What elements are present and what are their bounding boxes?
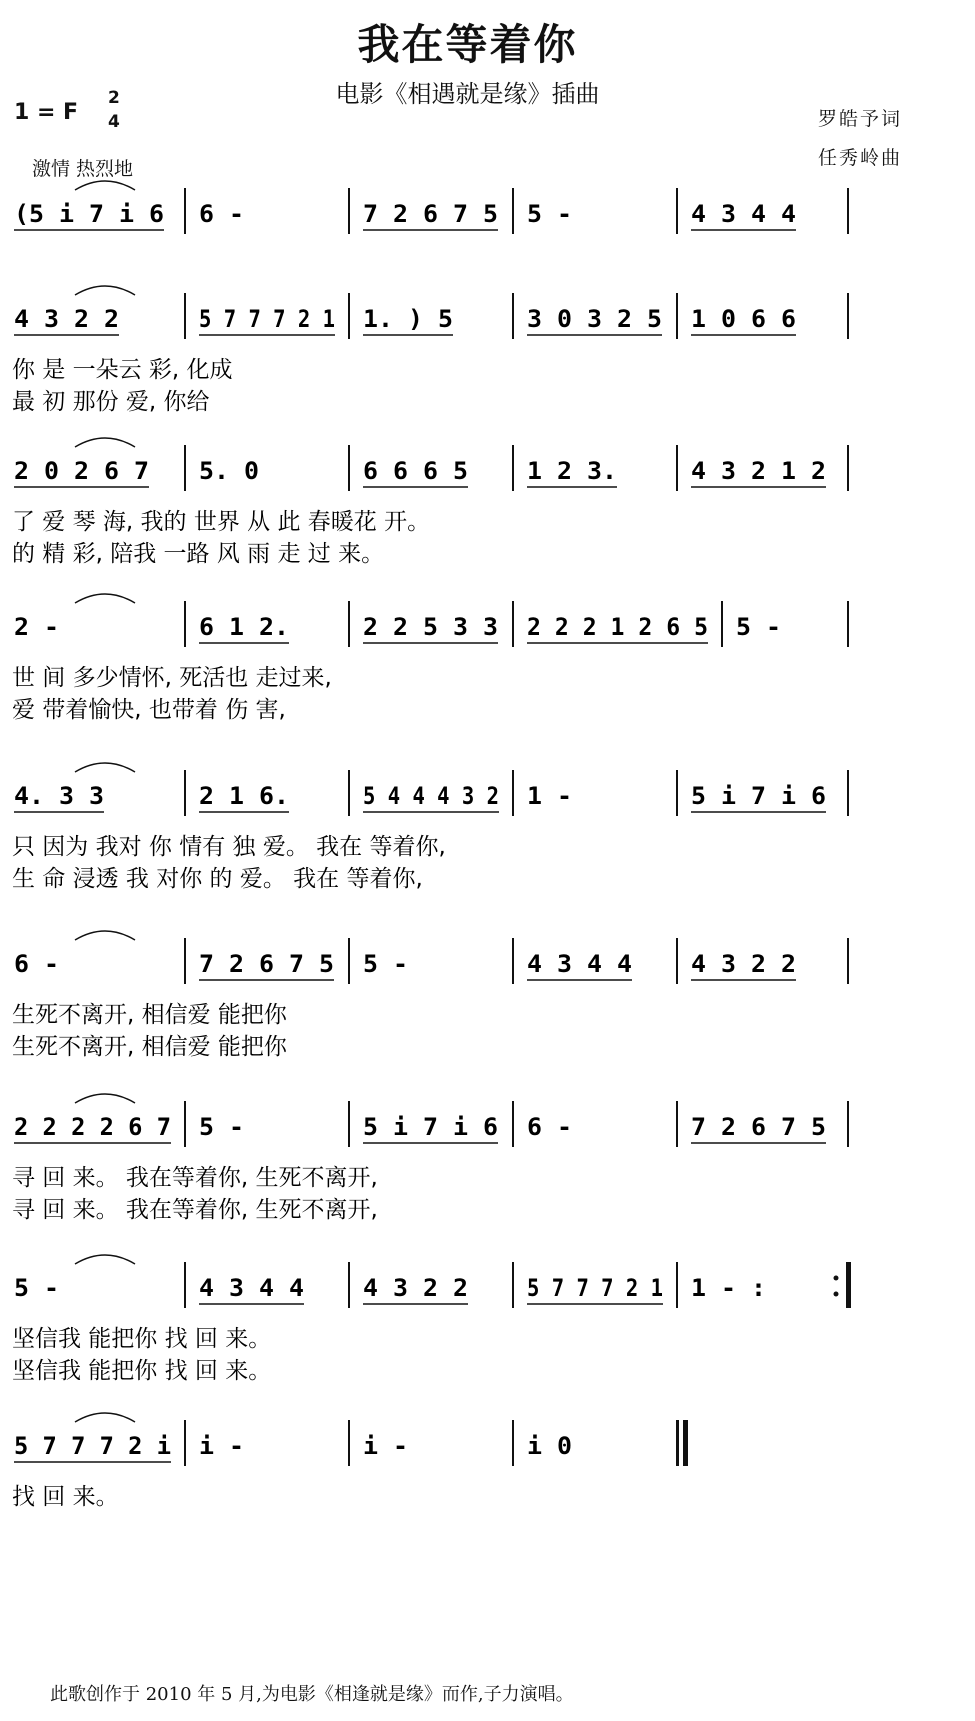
key-signature: 1 = F	[14, 100, 79, 125]
lyrics-verse-2: 坚信我 能把你 找 回 来。	[12, 1358, 272, 1384]
measure-notes: 7 2 6 7 5	[363, 200, 498, 228]
measure-notes: 5 7 7 7 2 1	[527, 1274, 663, 1302]
measure-notes: 2 1 6.	[199, 782, 289, 810]
lyrics-verse-2: 寻 回 来。 我在等着你, 生死不离开,	[12, 1197, 378, 1223]
staff-system	[0, 1412, 975, 1562]
lyrics-verse-2: 爱 带着愉快, 也带着 伤 害,	[12, 697, 286, 723]
measure-notes: 5. 0	[199, 457, 259, 485]
footnote: 此歌创作于 2010 年 5 月,为电影《相逢就是缘》而作,子力演唱。	[50, 1684, 574, 1705]
measure-notes: 5 -	[14, 1274, 59, 1302]
slur	[75, 594, 135, 603]
measure-notes: 4 3 2 1 2	[691, 457, 826, 485]
song-title: 我在等着你	[357, 20, 578, 69]
slur	[75, 1094, 135, 1103]
slur	[75, 1255, 135, 1264]
lyrics-verse-2: 的 精 彩, 陪我 一路 风 雨 走 过 来。	[12, 541, 385, 567]
slur	[75, 438, 135, 447]
measure-notes: 4 3 4 4	[527, 950, 632, 978]
measure-notes: 1. ) 5	[363, 305, 453, 333]
measure-notes: 5 7 7 7 2 i	[14, 1432, 171, 1460]
repeat-end-barline	[846, 1262, 851, 1308]
measure-notes: 4 3 2 2	[14, 305, 120, 333]
final-barline-thick	[683, 1420, 688, 1466]
measure-notes: 6 -	[199, 200, 244, 228]
measure-notes: 7 2 6 7 5	[691, 1113, 826, 1141]
measure-notes: 1 -	[527, 782, 572, 810]
measure-notes: 5 -	[363, 950, 408, 978]
staff-system	[0, 1254, 975, 1404]
measure-notes: 6 1 2.	[199, 613, 289, 641]
lyrics-verse-1: 你 是 一朵云 彩, 化成	[12, 357, 233, 383]
staff-system	[0, 285, 975, 435]
slur	[75, 763, 135, 772]
measure-notes: 5 -	[736, 613, 781, 641]
measure-notes: 6 -	[527, 1113, 572, 1141]
staff-system	[0, 437, 975, 587]
measure-notes: 2 2 5 3 3	[363, 613, 498, 641]
time-signature-bottom: 4	[108, 112, 120, 132]
lyrics-verse-1: 世 间 多少情怀, 死活也 走过来,	[12, 665, 332, 691]
lyrics-verse-1: 寻 回 来。 我在等着你, 生死不离开,	[12, 1165, 378, 1191]
measure-notes: 5 -	[527, 200, 572, 228]
measure-notes: 2 2 2 1 2 6 5	[527, 613, 708, 641]
measure-notes: 4 3 2 2	[691, 950, 796, 978]
measure-notes: 7 2 6 7 5	[199, 950, 334, 978]
slur	[75, 931, 135, 940]
lyrics-verse-1: 坚信我 能把你 找 回 来。	[12, 1326, 272, 1352]
measure-notes: i -	[199, 1432, 244, 1460]
staff-system	[0, 1093, 975, 1243]
lyrics-verse-1: 了 爱 琴 海, 我的 世界 从 此 春暖花 开。	[12, 509, 431, 535]
measure-notes: 6 -	[14, 950, 59, 978]
measure-notes: 5 i 7 i 6	[691, 782, 826, 810]
repeat-dot	[834, 1276, 839, 1281]
slur	[75, 181, 135, 190]
measure-notes: 4. 3 3	[14, 782, 104, 810]
lyrics-verse-1: 只 因为 我对 你 情有 独 爱。 我在 等着你,	[12, 834, 446, 860]
slur	[75, 1413, 135, 1422]
time-signature	[108, 86, 120, 134]
measure-notes: 4 3 4 4	[199, 1274, 304, 1302]
measure-notes: 6 6 6 5	[363, 457, 468, 485]
measure-notes: 2 -	[14, 613, 59, 641]
measure-notes: 5 4 4 4 3 2	[363, 782, 499, 810]
measure-notes: 1 - :	[691, 1274, 766, 1302]
measure-notes: 5 7 7 7 2 1	[199, 305, 335, 333]
measure-notes: 4 3 4 4	[691, 200, 796, 228]
measure-notes: 5 -	[199, 1113, 244, 1141]
measure-notes: 2 2 2 2 6 7	[14, 1113, 171, 1141]
lyrics-verse-1: 生死不离开, 相信爱 能把你	[12, 1002, 287, 1028]
lyrics-verse-2: 生 命 浸透 我 对你 的 爱。 我在 等着你,	[12, 866, 423, 892]
lyrics-verse-2: 最 初 那份 爱, 你给	[12, 389, 210, 415]
staff-system	[0, 930, 975, 1080]
measure-notes: 2 0 2 6 7	[14, 457, 149, 485]
song-subtitle: 电影《相遇就是缘》插曲	[335, 80, 600, 108]
measure-notes: (5 i 7 i 6	[14, 200, 164, 228]
lyrics-verse-1: 找 回 来。	[12, 1484, 119, 1510]
tempo-marking: 激情 热烈地	[32, 158, 134, 180]
lyrics-verse-2: 生死不离开, 相信爱 能把你	[12, 1034, 287, 1060]
lyricist-credit: 罗皓予词	[818, 108, 903, 130]
composer-credit: 任秀岭曲	[818, 147, 903, 169]
time-signature-top: 2	[108, 88, 120, 108]
staff-system	[0, 762, 975, 912]
measure-notes: 3 0 3 2 5	[527, 305, 662, 333]
measure-notes: 5 i 7 i 6	[363, 1113, 498, 1141]
repeat-dot	[834, 1292, 839, 1297]
measure-notes: i -	[363, 1432, 408, 1460]
measure-notes: i 0	[527, 1432, 572, 1460]
slur	[75, 286, 135, 295]
measure-notes: 4 3 2 2	[363, 1274, 468, 1302]
measure-notes: 1 2 3.	[527, 457, 617, 485]
staff-system	[0, 593, 975, 743]
measure-notes: 1 0 6 6	[691, 305, 796, 333]
